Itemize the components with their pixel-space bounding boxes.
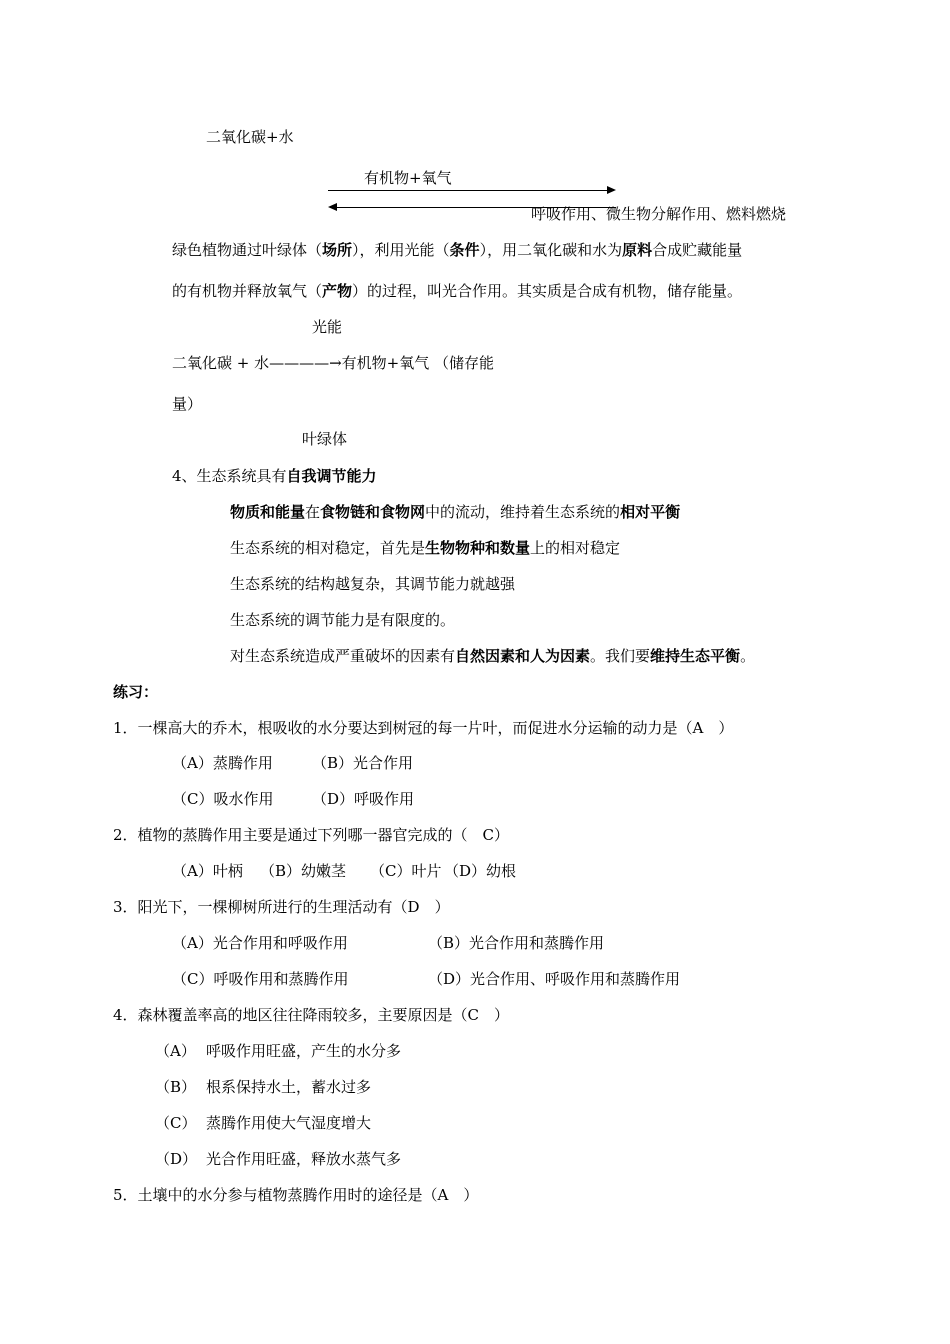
- text-run: 。: [740, 647, 756, 665]
- text-run: 对生态系统造成严重破坏的因素有: [230, 647, 456, 665]
- section4-item: [230, 505, 680, 520]
- text-run: ）的过程，叫光合作用。其实质是合成有机物，储存能量。: [352, 282, 743, 300]
- definition-line-1: [172, 243, 742, 258]
- section4-heading: [172, 469, 377, 484]
- q1-option-c: （C）吸水作用: [172, 790, 274, 808]
- q4-option-d-text: 光合作用旺盛，释放水蒸气多: [206, 1150, 402, 1168]
- practice-heading: 练习：: [113, 683, 159, 701]
- emphasis-text: 维持生态平衡: [650, 647, 741, 665]
- definition-line-2: [172, 284, 742, 299]
- equation-condition: 光能: [312, 318, 343, 336]
- emphasis-text: 相对平衡: [620, 503, 681, 521]
- cycle-left-label: 二氧化碳+水: [206, 128, 294, 146]
- text-run: 中的流动，维持着生态系统的: [425, 503, 621, 521]
- q4-option-c-text: 蒸腾作用使大气湿度增大: [206, 1114, 372, 1132]
- text-run: 的有机物并释放氧气（: [172, 282, 323, 300]
- text-run: 绿色植物通过叶绿体（: [172, 241, 323, 259]
- text-run: 4、生态系统具有: [172, 467, 287, 485]
- q3-option-d: （D）光合作用、呼吸作用和蒸腾作用: [428, 970, 681, 988]
- q2-option-d: （D）幼根: [444, 862, 517, 880]
- emphasis-text: 生物物种和数量: [425, 539, 531, 557]
- emphasis-text: 条件: [449, 241, 480, 259]
- section4-item: [230, 577, 515, 592]
- text-run: 生态系统的结构越复杂，其调节能力就越强: [230, 575, 516, 593]
- text-run: 生态系统的调节能力是有限度的。: [230, 611, 456, 629]
- q4-option-a-text: 呼吸作用旺盛，产生的水分多: [206, 1042, 402, 1060]
- section4-item: [230, 613, 455, 628]
- emphasis-text: 原料: [622, 241, 653, 259]
- text-run: 上的相对稳定: [530, 539, 621, 557]
- emphasis-text: 物质和能量: [230, 503, 306, 521]
- section4-item: [230, 541, 620, 556]
- q3-option-b: （B）光合作用和蒸腾作用: [428, 934, 605, 952]
- equation-line: 二氧化碳 + 水————→有机物+氧气 （储存能: [172, 354, 495, 372]
- emphasis-text: 产物: [322, 282, 353, 300]
- q2-option-c: （C）叶片: [370, 862, 442, 880]
- emphasis-text: 自我调节能力: [286, 467, 377, 485]
- emphasis-text: 自然因素和人为因素: [455, 647, 591, 665]
- q1-option-a: （A）蒸腾作用: [172, 754, 273, 772]
- q1-option-b: （B）光合作用: [312, 754, 414, 772]
- q4-option-a-letter: （A）: [155, 1042, 196, 1060]
- section4-item: [230, 649, 755, 664]
- text-run: 合成贮藏能量: [652, 241, 743, 259]
- cycle-top-label: 有机物+氧气: [364, 169, 452, 187]
- question-3: 3．阳光下，一棵柳树所进行的生理活动有（D ）: [113, 898, 450, 916]
- text-run: 在: [305, 503, 321, 521]
- equation-line-cont: 量）: [172, 395, 203, 413]
- q2-option-a: （A）叶柄: [172, 862, 243, 880]
- text-run: ），利用光能（: [352, 241, 450, 259]
- text-run: 生态系统的相对稳定，首先是: [230, 539, 426, 557]
- question-5: 5．土壤中的水分参与植物蒸腾作用时的途径是（A ）: [113, 1186, 479, 1204]
- q2-option-b: （B）幼嫩茎: [260, 862, 347, 880]
- cycle-bottom-label: 呼吸作用、微生物分解作用、燃料燃烧: [531, 205, 787, 223]
- question-4: 4．森林覆盖率高的地区往往降雨较多，主要原因是（C ）: [113, 1006, 510, 1024]
- q1-option-d: （D）呼吸作用: [312, 790, 415, 808]
- q4-option-d-letter: （D）: [155, 1150, 198, 1168]
- equation-site: 叶绿体: [302, 430, 348, 448]
- q3-option-a: （A）光合作用和呼吸作用: [172, 934, 348, 952]
- photosynthesis-arrow: [328, 190, 614, 191]
- emphasis-text: 食物链和食物网: [320, 503, 426, 521]
- question-2: 2．植物的蒸腾作用主要是通过下列哪一器官完成的（ C）: [113, 826, 510, 844]
- q4-option-b-letter: （B）: [155, 1078, 197, 1096]
- text-run: ），用二氧化碳和水为: [479, 241, 623, 259]
- q4-option-b-text: 根系保持水土，蓄水过多: [206, 1078, 372, 1096]
- text-run: 。我们要: [590, 647, 651, 665]
- q3-option-c: （C）呼吸作用和蒸腾作用: [172, 970, 349, 988]
- question-1: 1．一棵高大的乔木，根吸收的水分要达到树冠的每一片叶，而促进水分运输的动力是（A ）: [113, 719, 734, 737]
- q4-option-c-letter: （C）: [155, 1114, 197, 1132]
- emphasis-text: 场所: [322, 241, 353, 259]
